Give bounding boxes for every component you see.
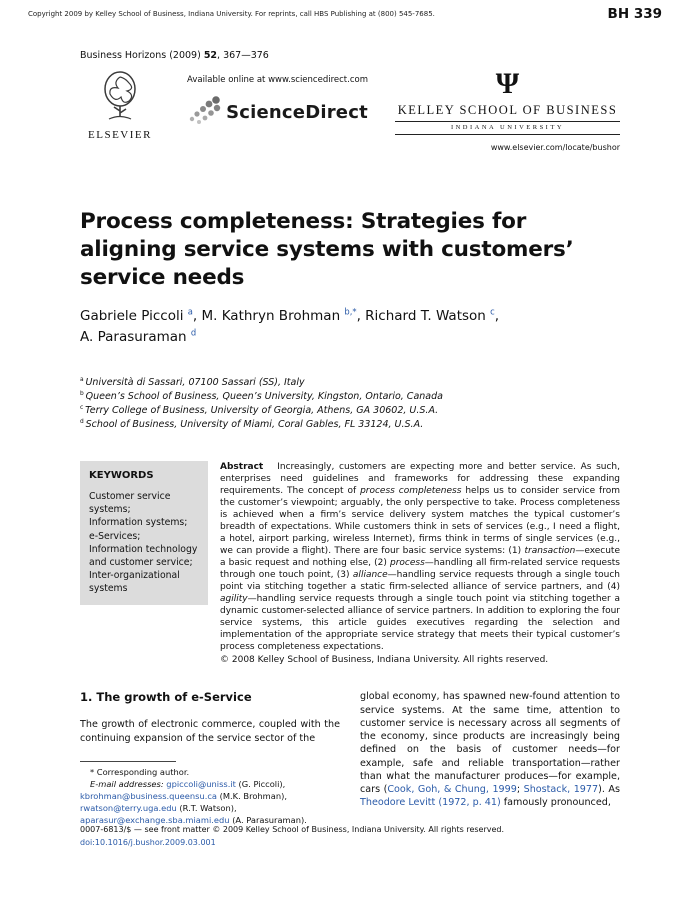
page-footer <box>80 824 620 850</box>
doi-line <box>80 837 620 850</box>
affiliation-line <box>80 404 620 418</box>
abstract-text <box>220 461 620 654</box>
text-segment: d <box>80 419 86 426</box>
text-segment: global economy, has spawned new-found attention to service systems. At the same time, attention to customer service is necessary across all segments of the economy, since products are increasingly being defined on the basis of customer needs—for example, safe and reliable transportation—rather than what the manufacturer produces—for example, cars ( <box>360 691 620 796</box>
text-segment: c <box>80 405 86 411</box>
list-item: e-Services; <box>89 530 141 542</box>
sciencedirect-dots-icon <box>187 95 221 129</box>
text-segment: Business Horizons (2009) <box>80 50 204 61</box>
body-paragraph: The growth of electronic commerce, coupled with the continuing expansion of the service sector of the <box>80 719 340 744</box>
text-segment: , Richard T. Watson <box>356 307 491 324</box>
list-item: Information technology and customer service; <box>89 544 198 568</box>
page-content <box>80 0 620 826</box>
email-addresses <box>80 778 340 826</box>
affiliation-line <box>80 418 620 432</box>
kelley-logo-block <box>395 69 620 152</box>
body-column-right <box>360 690 620 825</box>
kelley-school-wordmark: KELLEY SCHOOL OF BUSINESS <box>395 103 620 122</box>
text-segment: Università di Sassari, 07100 Sassari (SS), Italy <box>85 376 305 388</box>
link[interactable]: kbrohman@business.queensu.ca <box>80 790 218 801</box>
journal-citation <box>80 50 620 61</box>
body-column-left <box>80 690 340 825</box>
text-segment: , M. Kathryn Brohman <box>192 307 345 324</box>
text-segment: Abstract <box>220 461 264 472</box>
footnote <box>80 761 340 826</box>
sciencedirect-block <box>160 69 395 129</box>
text-segment: , 367—376 <box>217 50 269 61</box>
elsevier-logo-block[interactable] <box>80 69 160 141</box>
available-online-text[interactable]: Available online at www.sciencedirect.com <box>187 75 368 85</box>
text-segment: famously pronounced, <box>500 797 611 809</box>
text-segment: ; <box>516 784 524 796</box>
indiana-university-wordmark: INDIANA UNIVERSITY <box>395 122 620 135</box>
text-segment: ). As <box>598 784 620 796</box>
list-item: Inter-organizational systems <box>89 570 180 594</box>
text-segment: (G. Piccoli), <box>235 778 286 789</box>
text-segment: —handling service requests through a single touch point via stitching together a dynamic customer-selected alliance of service partners. In addition to exploring the four service systems, this article guides executives regarding the selection and implementation of the appropriate service strategy that meets their typical customer’s process completeness expectations. <box>220 594 620 653</box>
keywords-list <box>89 491 199 595</box>
sciencedirect-logo[interactable] <box>187 95 368 129</box>
article-title: Process completeness: Strategies for aligning service systems with customers’ service needs <box>80 209 574 290</box>
text-segment: , <box>494 307 500 324</box>
section-heading: 1. The growth of e-Service <box>80 690 252 705</box>
text-segment: process <box>390 558 425 569</box>
text-segment: (R.T. Watson), <box>176 802 237 813</box>
link[interactable]: doi:10.1016/j.bushor.2009.03.001 <box>80 837 216 847</box>
text-segment: —handling service requests through a single touch point via stitching together a static firm-selected alliance of service partners, and (4) <box>220 570 620 593</box>
link[interactable]: a <box>187 306 193 317</box>
masthead <box>80 69 620 152</box>
link[interactable]: rwatson@terry.uga.edu <box>80 802 177 813</box>
list-item: Information systems; <box>89 517 188 529</box>
author-list <box>80 306 620 348</box>
text-segment: Terry College of Business, University of Georgia, Athens, GA 30602, U.S.A. <box>85 405 439 417</box>
text-segment: helps us to consider service from the customer’s viewpoint; arguably, the only perspective to take. Process completeness is achieved when a firm’s service delivery system matches the typical customer’s breadth of expectations. While customers think in sets of services (e.g., I need a flight, a hotel, airport parking, wireless Internet), firms think in terms of single services (e.g., we can provide a flight). There are four basic service systems: (1) <box>220 485 620 556</box>
text-segment: (A. Parasuraman). <box>229 814 307 825</box>
affiliations <box>80 376 620 433</box>
text-segment: transaction <box>524 545 576 556</box>
text-segment: alliance <box>352 570 388 581</box>
text-segment: (M.K. Brohman), <box>217 790 287 801</box>
text-segment: a <box>80 376 86 383</box>
link[interactable]: d <box>190 327 197 338</box>
abstract-copyright: © 2008 Kelley School of Business, Indiana University. All rights reserved. <box>220 655 549 666</box>
journal-homepage-url[interactable]: www.elsevier.com/locate/bushor <box>490 143 620 152</box>
text-segment: —execute a basic request and nothing else, (2) <box>220 545 620 569</box>
link[interactable]: b,* <box>344 306 357 317</box>
abstract <box>220 461 620 667</box>
sciencedirect-wordmark: ScienceDirect <box>226 101 368 123</box>
front-matter-line: 0007-6813/$ — see front matter © 2009 Kelley School of Business, Indiana University. All rights reserved. <box>80 825 505 834</box>
link[interactable]: Cook, Goh, & Chung, 1999 <box>387 784 517 796</box>
text-segment: 52 <box>203 50 218 61</box>
text-segment: E-mail addresses: <box>90 778 167 789</box>
link[interactable]: Shostack, 1977 <box>523 784 599 796</box>
text-segment: Queen’s School of Business, Queen’s University, Kingston, Ontario, Canada <box>85 390 443 402</box>
text-segment: School of Business, University of Miami, Coral Gables, FL 33124, U.S.A. <box>85 419 424 431</box>
text-segment: b <box>80 390 86 397</box>
link[interactable]: gpiccoli@uniss.it <box>166 778 236 789</box>
corresponding-author-note: * Corresponding author. <box>90 766 190 777</box>
text-segment: process completeness <box>360 485 462 496</box>
text-segment: Gabriele Piccoli <box>80 307 188 324</box>
footnote-rule <box>80 761 176 762</box>
affiliation-line <box>80 390 620 404</box>
text-segment: agility <box>220 594 248 605</box>
link[interactable]: Theodore Levitt (1972, p. 41) <box>360 797 501 809</box>
keywords-box <box>80 461 208 605</box>
elsevier-tree-icon <box>95 108 145 127</box>
text-segment: —handling all firm-related service requests through one touch point, (3) <box>220 558 620 581</box>
body-paragraph <box>360 690 620 809</box>
abstract-section <box>80 461 620 667</box>
list-item: Customer service systems; <box>89 491 171 515</box>
body-columns <box>80 690 620 825</box>
keywords-heading: KEYWORDS <box>89 469 154 481</box>
text-segment: A. Parasuraman <box>80 328 191 345</box>
affiliation-line <box>80 376 620 390</box>
elsevier-wordmark: ELSEVIER <box>88 129 152 141</box>
reprint-copyright-notice: Copyright 2009 by Kelley School of Business, Indiana University. For reprints, call HBS Publishing at (800) 545-7685. <box>28 10 435 18</box>
text-segment: Increasingly, customers are expecting more and better service. As such, enterprises need guidelines and frameworks for addressing these expanding requirements. The concept of <box>220 461 620 496</box>
iu-trident-icon: Ψ <box>495 67 520 100</box>
link[interactable]: c <box>490 306 495 317</box>
article-id-badge: BH 339 <box>607 6 662 22</box>
link[interactable]: aparasur@exchange.sba.miami.edu <box>80 814 230 825</box>
